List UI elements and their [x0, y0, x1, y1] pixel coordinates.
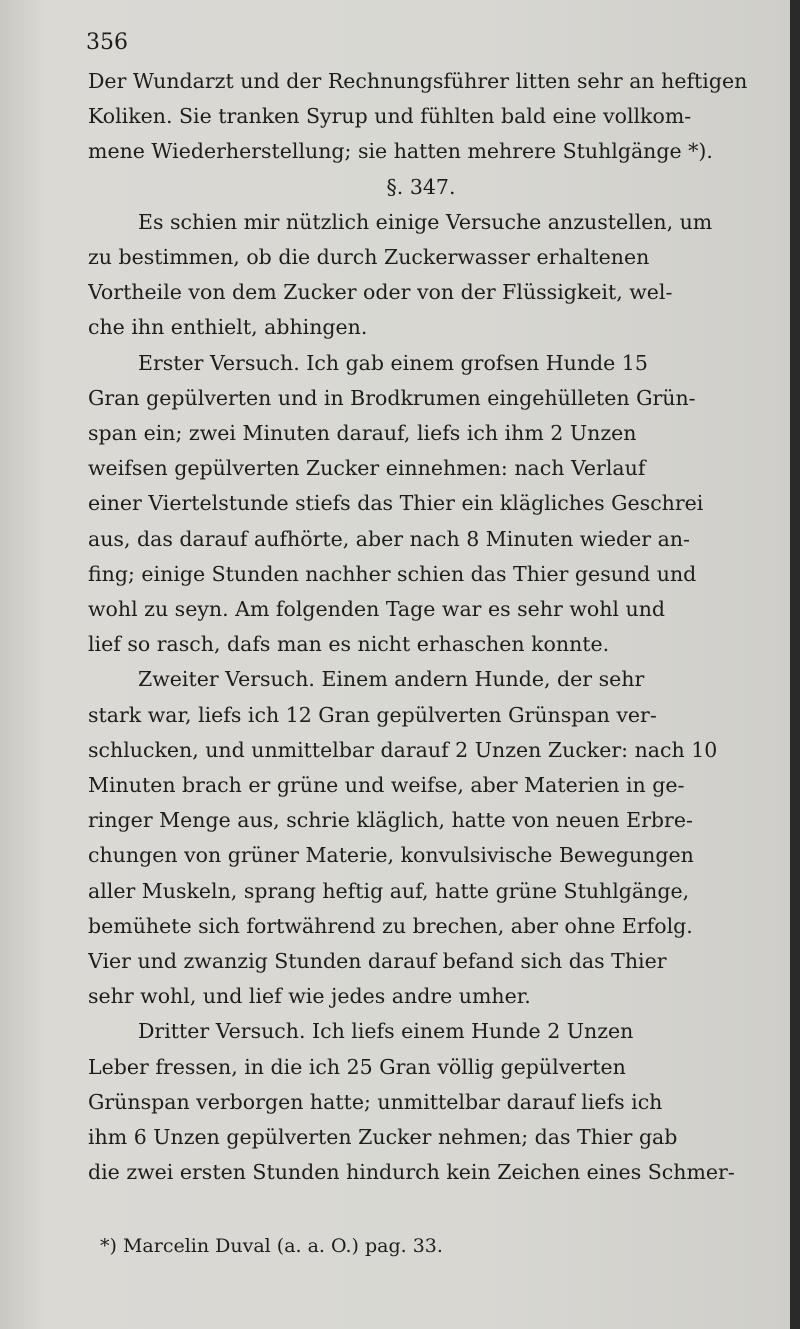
- text-line: schlucken, und unmittelbar darauf 2 Unzen Zucker: nach 10: [88, 737, 718, 762]
- text-line: sehr wohl, und lief wie jedes andre umher.: [88, 984, 531, 1009]
- text-line: Vier und zwanzig Stunden darauf befand sich das Thier: [88, 949, 667, 974]
- text-line: aus, das darauf aufhörte, aber nach 8 Minuten wieder an-: [88, 526, 690, 551]
- text-line: aller Muskeln, sprang heftig auf, hatte grüne Stuhlgänge,: [88, 878, 690, 903]
- text-line: lief so rasch, dafs man es nicht erhaschen konnte.: [88, 632, 610, 657]
- text-line: chungen von grüner Materie, konvulsivische Bewegungen: [88, 843, 694, 868]
- text-line: Grünspan verborgen hatte; unmittelbar darauf liefs ich: [88, 1089, 663, 1114]
- text-line: einer Viertelstunde stiefs das Thier ein klägliches Geschrei: [88, 491, 704, 516]
- text-line: Leber fressen, in die ich 25 Gran völlig gepülverten: [88, 1054, 626, 1079]
- text-line: weifsen gepülverten Zucker einnehmen: nach Verlauf: [88, 456, 646, 481]
- text-line: Zweiter Versuch. Einem andern Hunde, der sehr: [138, 667, 645, 692]
- body-text: [88, 64, 754, 1191]
- section-heading: §. 347.: [386, 174, 456, 199]
- text-line: Vortheile von dem Zucker oder von der Flüssigkeit, wel-: [88, 280, 673, 305]
- text-line: Es schien mir nützlich einige Versuche anzustellen, um: [138, 209, 713, 234]
- text-line: Der Wundarzt und der Rechnungsführer litten sehr an heftigen: [88, 69, 748, 93]
- text-line: Erster Versuch. Ich gab einem grofsen Hunde 15: [138, 350, 648, 375]
- text-line: zu bestimmen, ob die durch Zuckerwasser erhaltenen: [88, 245, 650, 270]
- text-line: span ein; zwei Minuten darauf, liefs ich ihm 2 Unzen: [88, 421, 637, 446]
- text-line: wohl zu seyn. Am folgenden Tage war es sehr wohl und: [88, 597, 666, 622]
- text-line: Gran gepülverten und in Brodkrumen eingehülleten Grün-: [88, 385, 696, 410]
- text-line: Minuten brach er grüne und weifse, aber Materien in ge-: [88, 773, 685, 798]
- text-line: che ihn enthielt, abhingen.: [88, 315, 368, 340]
- text-line: ihm 6 Unzen gepülverten Zucker nehmen; das Thier gab: [88, 1125, 678, 1150]
- text-line: stark war, liefs ich 12 Gran gepülverten Grünspan ver-: [88, 702, 657, 727]
- text-line: ringer Menge aus, schrie kläglich, hatte von neuen Erbre-: [88, 808, 693, 833]
- text-line: Dritter Versuch. Ich liefs einem Hunde 2 Unzen: [138, 1019, 634, 1044]
- text-line: mene Wiederherstellung; sie hatten mehrere Stuhlgänge *).: [88, 139, 713, 164]
- page-edge-shadow: [790, 0, 800, 1329]
- text-line: Koliken. Sie tranken Syrup und fühlten bald eine vollkom-: [88, 104, 692, 129]
- footnote: *) Marcelin Duval (a. a. O.) pag. 33.: [100, 1234, 443, 1257]
- text-line: die zwei ersten Stunden hindurch kein Zeichen eines Schmer-: [88, 1160, 735, 1185]
- text-line: bemühete sich fortwährend zu brechen, aber ohne Erfolg.: [88, 913, 693, 938]
- text-line: fing; einige Stunden nachher schien das Thier gesund und: [88, 561, 697, 586]
- page-number: 356: [86, 30, 128, 55]
- footnote-gap: [88, 1191, 754, 1231]
